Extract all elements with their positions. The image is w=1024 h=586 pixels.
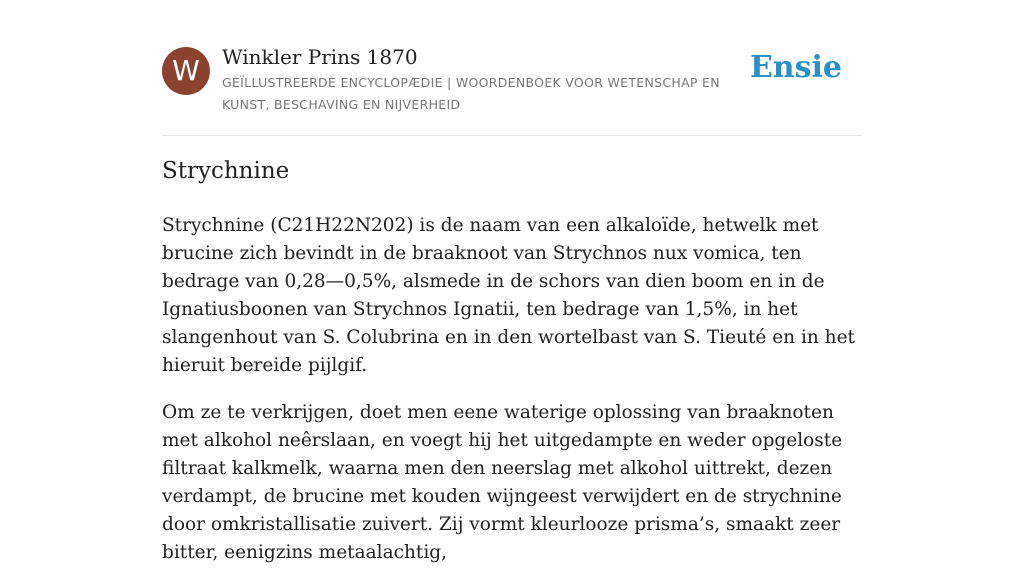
entry-body: [162, 212, 867, 586]
ensie-logo[interactable]: Ensie: [749, 50, 842, 85]
source-subtitle: GEÏLLUSTREERDE ENCYCLOPÆDIE | WOORDENBOEK VOOR WETENSCHAP EN KUNST, BESCHAVING EN NIJVERHEID: [222, 75, 720, 112]
source-header: [162, 40, 862, 136]
entry-paragraph-2: Om ze te verkrijgen, doet men eene waterige oplossing van braaknoten met alkohol neêrslaan, en voegt hij het uitgedampte en weder opgeloste filtraat kalkmelk, waarna men den neerslag met alkohol uittrekt, dezen verdampt, de brucine met kouden wijngeest verwijdert en de strychnine door omkristallisatie zuivert. Zij vormt kleurlooze prisma’s, smaakt zeer bitter, eenigzins metaalachtig,: [162, 402, 843, 563]
entry-paragraph-1: Strychnine (C21H22N202) is de naam van een alkaloïde, hetwelk met brucine zich bevindt in de braaknoot van Strychnos nux vomica, ten bedrage van 0,28—0,5%, alsmede in de schors van dien boom en in de Ignatiusboonen van Strychnos Ignatii, ten bedrage van 1,5%, in het slangenhout van S. Colubrina en in den wortelbast van S. Tieuté en in het hieruit bereide pijlgif.: [162, 215, 855, 376]
source-title[interactable]: Winkler Prins 1870: [222, 45, 418, 69]
entry-headword: Strychnine: [162, 158, 290, 184]
source-avatar[interactable]: W: [162, 47, 210, 95]
